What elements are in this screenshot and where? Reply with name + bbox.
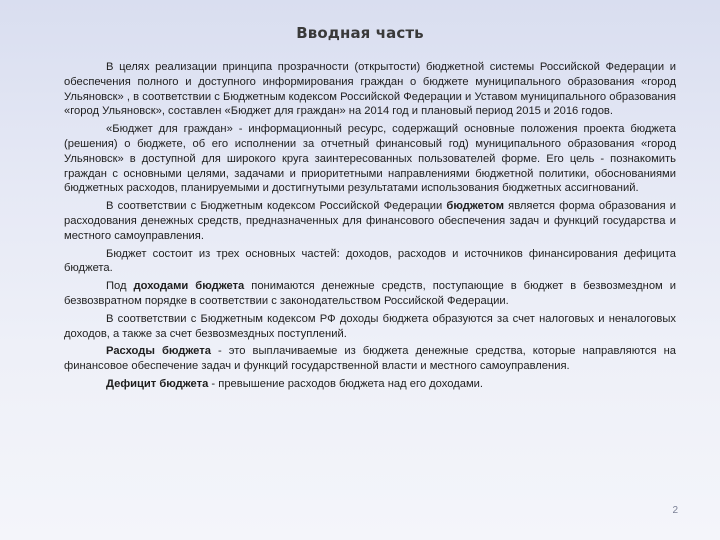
paragraph-expenses-definition (64, 344, 676, 374)
term-revenues: доходами бюджета (133, 280, 245, 293)
paragraph-budget-for-citizens (64, 122, 676, 196)
text-segment: - превышение расходов бюджета над его доходами. (208, 377, 484, 390)
paragraph-intro (64, 60, 676, 119)
text-segment: понимаются денежные средств, поступающие в бюджет в безвозмездном и безвозвратном порядке в соответствии с законодательством Российской Федерации. (64, 280, 676, 307)
paragraph-revenue-sources (64, 312, 676, 342)
text-segment: В соответствии с Бюджетным кодексом Российской Федерации (106, 200, 447, 213)
page-number: 2 (672, 505, 678, 516)
term-deficit: Дефицит бюджета (106, 377, 209, 390)
paragraph-budget-definition (64, 199, 676, 243)
paragraph-revenues-definition (64, 279, 676, 309)
paragraph-deficit-definition (64, 377, 676, 392)
text-segment: Бюджет состоит из трех основных частей: доходов, расходов и источников финансирования дефицита бюджета. (64, 247, 676, 275)
text-segment: является форма образования и расходования денежных средств, предназначенных для финансового обеспечения задач и функций государства и местного самоуправления. (64, 200, 676, 242)
text-segment: - это выплачиваемые из бюджета денежные средства, которые направляются на финансовое обеспечение задач и функций государственной власти и местного самоуправления. (64, 345, 676, 373)
text-segment: Под (106, 280, 134, 293)
slide-title: Вводная часть (296, 24, 424, 42)
text-segment: «Бюджет для граждан» - информационный ресурс, содержащий основные положения проекта бюджета (решения) о бюджете, об его исполнении за отчетный финансовый год) муниципального образования «город Ульяновск» в доступной для широкого круга заинтересованных пользователей форме. Его цель - познакомить граждан с основными целями, задачами и приоритетными направлениями бюджетной политики, обоснованиями бюджетных расходов, планируемыми и достигнутыми результатами использования бюджетных ассигнований. (64, 123, 676, 195)
paragraph-budget-parts (64, 247, 676, 277)
text-segment: В соответствии с Бюджетным кодексом РФ доходы бюджета образуются за счет налоговых и неналоговых доходов, а также за счет безвозмездных поступлений. (64, 312, 676, 340)
term-budget: бюджетом (446, 200, 504, 213)
slide-body (64, 60, 676, 395)
text-segment: В целях реализации принципа прозрачности (открытости) бюджетной системы Российской Федерации и обеспечения полного и доступного информирования граждан о бюджете муниципального образования «город Ульяновск» , в соответствии с Бюджетным кодексом Российской Федерации и Уставом муниципального образования «город Ульяновск», составлен «Бюджет для граждан» на 2014 год и плановый период 2015 и 2016 годов. (64, 61, 676, 118)
term-expenses: Расходы бюджета (106, 345, 211, 358)
